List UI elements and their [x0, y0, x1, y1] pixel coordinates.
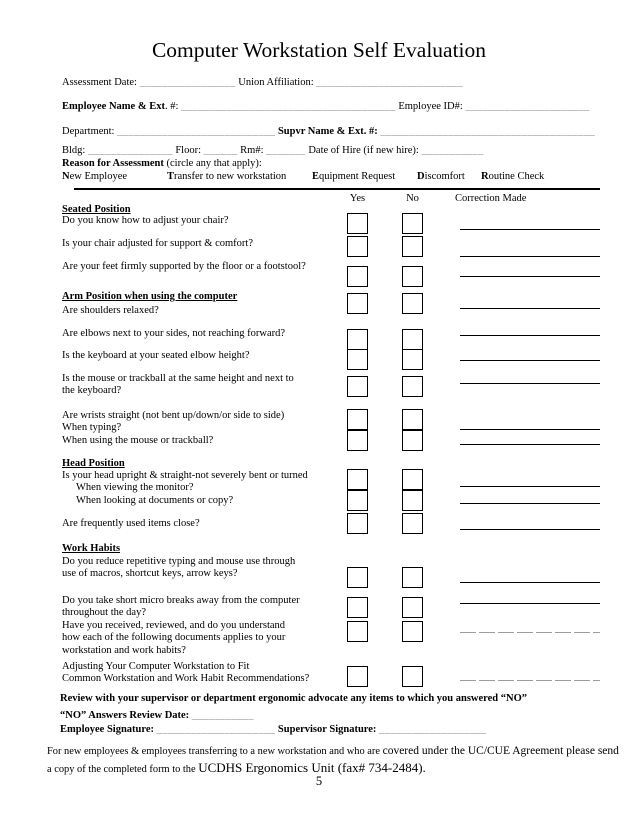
- correction-line-field[interactable]: [460, 383, 600, 384]
- footer-note-line-1: [47, 745, 619, 757]
- department-row: [62, 126, 595, 137]
- building-row-label: Floor:: [172, 145, 204, 156]
- question-text: Is the mouse or trackball at the same height and next to: [62, 373, 294, 384]
- building-row-blank-field[interactable]: ______: [203, 145, 238, 156]
- question-text: Are your feet firmly supported by the floor or a footstool?: [62, 261, 306, 272]
- footer-note-text: a copy of the completed form to the: [47, 764, 199, 775]
- question-text: use of macros, shortcut keys, arrow keys?: [62, 568, 238, 580]
- question-text: Common Workstation and Work Habit Recommendations?: [62, 673, 310, 685]
- question-text: Is your chair adjusted for support & comfort?: [62, 238, 253, 249]
- correction-line-field[interactable]: [460, 603, 600, 604]
- no-checkbox[interactable]: [402, 469, 423, 490]
- assessment-union-row-label: Union Affiliation:: [238, 77, 317, 88]
- employee-row-label: Employee ID#:: [395, 101, 466, 112]
- yes-checkbox[interactable]: [347, 349, 368, 370]
- building-row: [62, 145, 484, 156]
- building-row-label: Bldg:: [62, 145, 88, 156]
- reason-option-rest: quipment Request: [319, 171, 396, 182]
- question-text: how each of the following documents applies to your: [62, 632, 286, 644]
- employee-row-label: . #:: [164, 101, 181, 112]
- correction-line-field[interactable]: [460, 503, 600, 504]
- question-text: Adjusting Your Computer Workstation to Fit: [62, 661, 250, 672]
- question-text: Do you reduce repetitive typing and mouse use through: [62, 556, 296, 567]
- question-text: Do you take short micro breaks away from the computer: [62, 595, 300, 606]
- reason-option-transfer-to-new-workstation[interactable]: [167, 171, 286, 182]
- section-heading-head-position: Head Position: [62, 458, 125, 469]
- employee-row-label: Employee Name & Ext: [62, 101, 165, 112]
- no-checkbox[interactable]: [402, 513, 423, 534]
- reason-option-equipment-request[interactable]: [312, 171, 395, 182]
- department-row-blank-field[interactable]: ______________________________________: [380, 126, 596, 137]
- correction-line-field[interactable]: [460, 632, 600, 633]
- assessment-union-row-blank-field[interactable]: __________________________: [316, 77, 464, 88]
- yes-checkbox[interactable]: [347, 376, 368, 397]
- question-text: Do you know how to adjust your chair?: [62, 215, 229, 226]
- correction-line-field[interactable]: [460, 308, 600, 309]
- table-top-rule: [74, 188, 600, 190]
- section-heading-work-habits: Work Habits: [62, 543, 121, 554]
- review-date-field[interactable]: ___________: [191, 710, 254, 721]
- yes-checkbox[interactable]: [347, 329, 368, 350]
- assessment-union-row-blank-field[interactable]: _________________: [139, 77, 236, 88]
- footer-note-text: For new employees & employees transferring to a new workstation and who are: [47, 746, 383, 757]
- reason-row: [62, 158, 262, 169]
- no-checkbox[interactable]: [402, 349, 423, 370]
- question-text: Is your head upright & straight-not severely bent or turned: [62, 470, 308, 481]
- no-checkbox[interactable]: [402, 329, 423, 350]
- yes-checkbox[interactable]: [347, 513, 368, 534]
- question-text: Is the keyboard at your seated elbow height?: [62, 350, 250, 361]
- question-text: Are wrists straight (not bent up/down/or side to side): [62, 410, 285, 421]
- department-row-label: Supvr Name & Ext. #:: [277, 126, 381, 137]
- employee-row-blank-field[interactable]: ______________________: [465, 101, 590, 112]
- question-text: When looking at documents or copy?: [76, 494, 234, 506]
- correction-line-field[interactable]: [460, 582, 600, 583]
- reason-option-initial: R: [481, 171, 489, 182]
- no-checkbox[interactable]: [402, 490, 423, 511]
- yes-checkbox[interactable]: [347, 597, 368, 618]
- reason-row-label: (circle any that apply):: [163, 158, 262, 169]
- building-row-blank-field[interactable]: _______: [266, 145, 306, 156]
- no-checkbox[interactable]: [402, 213, 423, 234]
- review-instruction: Review with your supervisor or department ergonomic advocate any items to which you answered “NO”: [60, 693, 528, 704]
- correction-made-column-header: Correction Made: [455, 193, 527, 204]
- reason-option-rest: iscomfort: [424, 171, 465, 182]
- correction-line-field[interactable]: [460, 680, 600, 681]
- correction-line-field[interactable]: [460, 444, 600, 445]
- reason-option-initial: E: [312, 171, 320, 182]
- yes-checkbox[interactable]: [347, 621, 368, 642]
- reason-option-new-employee[interactable]: [62, 171, 127, 182]
- employee-row: [62, 101, 590, 112]
- question-text: the keyboard?: [62, 385, 122, 397]
- assessment-union-row: [62, 77, 463, 88]
- building-row-blank-field[interactable]: _______________: [87, 145, 173, 156]
- reason-option-rest: outine Check: [488, 171, 545, 182]
- department-row-label: Department:: [62, 126, 118, 137]
- question-text: throughout the day?: [62, 607, 146, 619]
- employee-signature-field[interactable]: _____________________: [156, 724, 276, 735]
- question-text: When typing?: [62, 422, 122, 434]
- no-checkbox[interactable]: [402, 430, 423, 451]
- supervisor-signature-label: Supervisor Signature:: [275, 724, 380, 735]
- assessment-union-row-label: Assessment Date:: [62, 77, 140, 88]
- footer-note-text: UCDHS Ergonomics Unit (fax# 734-2484).: [198, 760, 426, 775]
- correction-line-field[interactable]: [460, 529, 600, 530]
- question-text: When using the mouse or trackball?: [62, 434, 214, 446]
- page-title: Computer Workstation Self Evaluation: [151, 38, 487, 62]
- footer-note-text: covered under the UC/CUE Agreement please send: [382, 745, 619, 757]
- reason-option-initial: N: [62, 171, 70, 182]
- no-checkbox[interactable]: [402, 409, 423, 430]
- question-text: workstation and work habits?: [62, 644, 186, 656]
- no-checkbox[interactable]: [402, 266, 423, 287]
- no-checkbox[interactable]: [402, 376, 423, 397]
- reason-option-discomfort[interactable]: [417, 171, 465, 182]
- reason-option-initial: T: [167, 171, 175, 182]
- reason-option-routine-check[interactable]: [481, 171, 544, 182]
- yes-checkbox[interactable]: [347, 490, 368, 511]
- correction-line-field[interactable]: [460, 276, 600, 277]
- yes-checkbox[interactable]: [347, 567, 368, 588]
- no-column-header: No: [406, 193, 419, 204]
- yes-checkbox[interactable]: [347, 469, 368, 490]
- yes-checkbox[interactable]: [347, 293, 368, 314]
- review-date-label: “NO” Answers Review Date:: [60, 710, 192, 721]
- no-checkbox[interactable]: [402, 666, 423, 687]
- yes-checkbox[interactable]: [347, 236, 368, 257]
- question-text: Are shoulders relaxed?: [62, 305, 159, 316]
- question-text: When viewing the monitor?: [76, 482, 194, 494]
- building-row-label: Date of Hire (if new hire):: [305, 145, 422, 156]
- department-row-blank-field[interactable]: ____________________________: [117, 126, 276, 137]
- yes-checkbox[interactable]: [347, 666, 368, 687]
- employee-signature-label: Employee Signature:: [60, 724, 157, 735]
- page-number: 5: [315, 774, 323, 788]
- no-checkbox[interactable]: [402, 621, 423, 642]
- no-checkbox[interactable]: [402, 597, 423, 618]
- no-checkbox[interactable]: [402, 567, 423, 588]
- employee-row-blank-field[interactable]: ______________________________________: [181, 101, 396, 112]
- yes-checkbox[interactable]: [347, 430, 368, 451]
- correction-line-field[interactable]: [460, 429, 600, 430]
- yes-checkbox[interactable]: [347, 266, 368, 287]
- correction-line-field[interactable]: [460, 256, 600, 257]
- reason-option-initial: D: [417, 171, 425, 182]
- correction-line-field[interactable]: [460, 486, 600, 487]
- no-checkbox[interactable]: [402, 293, 423, 314]
- section-heading-seated-position: Seated Position: [62, 204, 131, 215]
- building-row-blank-field[interactable]: ___________: [421, 145, 484, 156]
- reason-option-rest: ew Employee: [69, 171, 128, 182]
- question-text: Have you received, reviewed, and do you understand: [62, 620, 286, 631]
- yes-column-header: Yes: [349, 193, 366, 204]
- correction-line-field[interactable]: [460, 335, 600, 336]
- question-text: Are frequently used items close?: [62, 518, 200, 529]
- yes-checkbox[interactable]: [347, 213, 368, 234]
- question-text: Are elbows next to your sides, not reaching forward?: [62, 328, 286, 339]
- yes-checkbox[interactable]: [347, 409, 368, 430]
- section-heading-arm-position-when-using-the-computer: Arm Position when using the computer: [62, 291, 238, 302]
- reason-row-label: Reason for Assessment: [62, 158, 164, 169]
- correction-line-field[interactable]: [460, 229, 600, 230]
- reason-option-rest: ransfer to new workstation: [174, 171, 287, 182]
- signature-row: [60, 724, 486, 735]
- supervisor-signature-field[interactable]: ___________________: [379, 724, 487, 735]
- building-row-label: Rm#:: [237, 145, 267, 156]
- correction-line-field[interactable]: [460, 360, 600, 361]
- review-date-row: [60, 710, 254, 721]
- no-checkbox[interactable]: [402, 236, 423, 257]
